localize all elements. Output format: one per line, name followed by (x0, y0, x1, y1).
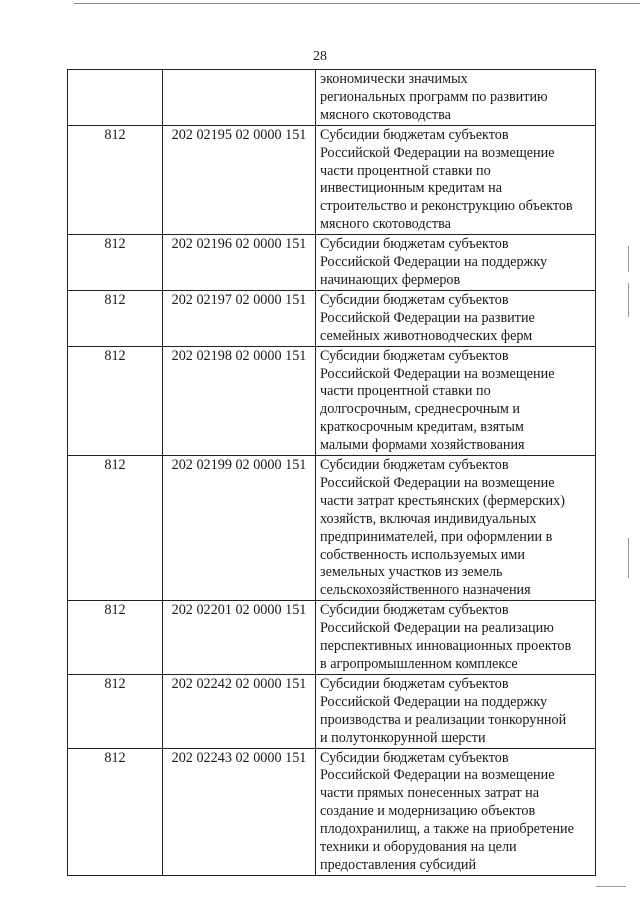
table-row (68, 125, 596, 234)
description-cell: Субсидии бюджетам субъектов Российской Федерации на развитие семейных животноводческих ферм (316, 290, 596, 346)
admin-code-cell: 812 (68, 346, 163, 455)
budget-code-cell (163, 70, 316, 126)
admin-code-cell: 812 (68, 601, 163, 675)
budget-code-cell: 202 02201 02 0000 151 (163, 601, 316, 675)
scan-edge-mark (628, 538, 629, 578)
admin-code-cell: 812 (68, 456, 163, 601)
table-row (68, 456, 596, 601)
table-row (68, 346, 596, 455)
admin-code-cell: 812 (68, 290, 163, 346)
scan-edge-mark (596, 886, 626, 887)
description-cell: Субсидии бюджетам субъектов Российской Федерации на возмещение части затрат крестьянских (фермерских) хозяйств, включая индивидуальных предпринимателей, при оформлении в собственность используемых ими земельных участков из земель сельскохозяйственного назначения (316, 456, 596, 601)
budget-code-cell: 202 02242 02 0000 151 (163, 674, 316, 748)
revenue-codes-table (67, 69, 596, 876)
table-row (68, 748, 596, 875)
budget-code-cell: 202 02199 02 0000 151 (163, 456, 316, 601)
table-row (68, 235, 596, 291)
admin-code-cell: 812 (68, 748, 163, 875)
scan-top-rule (74, 3, 640, 4)
description-cell: экономически значимых региональных программ по развитию мясного скотоводства (316, 70, 596, 126)
admin-code-cell: 812 (68, 674, 163, 748)
scan-edge-mark (628, 246, 629, 272)
description-cell: Субсидии бюджетам субъектов Российской Федерации на возмещение части прямых понесенных затрат на создание и модернизацию объектов плодохранилищ, а также на приобретение техники и оборудования на цели предоставления субсидий (316, 748, 596, 875)
table-row (68, 601, 596, 675)
budget-code-cell: 202 02243 02 0000 151 (163, 748, 316, 875)
budget-code-cell: 202 02197 02 0000 151 (163, 290, 316, 346)
description-cell: Субсидии бюджетам субъектов Российской Федерации на возмещение части процентной ставки по долгосрочным, среднесрочным и краткосрочным кредитам, взятым малыми формами хозяйствования (316, 346, 596, 455)
table-row (68, 290, 596, 346)
scan-edge-mark (628, 283, 629, 317)
admin-code-cell: 812 (68, 235, 163, 291)
table-row (68, 70, 596, 126)
admin-code-cell: 812 (68, 125, 163, 234)
description-cell: Субсидии бюджетам субъектов Российской Федерации на реализацию перспективных инновационных проектов в агропромышленном комплексе (316, 601, 596, 675)
page-number: 28 (313, 49, 327, 64)
description-cell: Субсидии бюджетам субъектов Российской Федерации на возмещение части процентной ставки по инвестиционным кредитам на строительство и реконструкцию объектов мясного скотоводства (316, 125, 596, 234)
budget-code-cell: 202 02196 02 0000 151 (163, 235, 316, 291)
budget-code-cell: 202 02195 02 0000 151 (163, 125, 316, 234)
description-cell: Субсидии бюджетам субъектов Российской Федерации на поддержку производства и реализации тонкорунной и полутонкорунной шерсти (316, 674, 596, 748)
table-row (68, 674, 596, 748)
admin-code-cell (68, 70, 163, 126)
budget-code-cell: 202 02198 02 0000 151 (163, 346, 316, 455)
description-cell: Субсидии бюджетам субъектов Российской Федерации на поддержку начинающих фермеров (316, 235, 596, 291)
